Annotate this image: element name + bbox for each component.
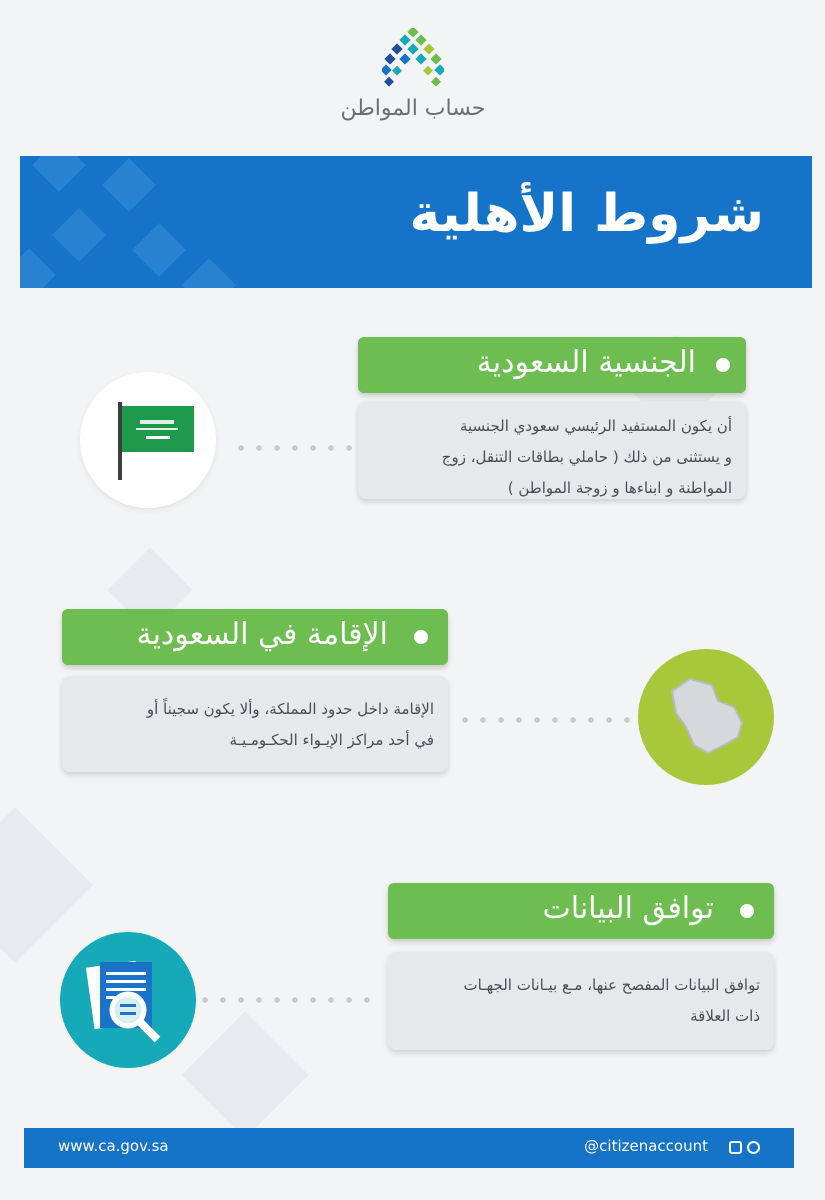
banner-diamond <box>52 208 106 262</box>
residence-icon-circle <box>638 649 774 785</box>
text-line: الإقامة داخل حدود المملكة، وألا يكون سجيناً أو <box>146 700 434 718</box>
dotted-connector <box>196 997 382 1003</box>
bullet-dot <box>740 904 754 918</box>
background-diamond <box>181 1011 308 1138</box>
nationality-icon-circle <box>80 372 216 508</box>
dotted-connector <box>456 717 638 723</box>
document-search-icon <box>60 932 196 1068</box>
data-consistency-heading <box>388 883 774 939</box>
nationality-heading <box>358 337 746 393</box>
twitter-icon[interactable] <box>747 1141 760 1154</box>
saudi-flag-icon <box>80 372 216 508</box>
nationality-description <box>358 401 746 499</box>
text-line: أن يكون المستفيد الرئيسي سعودي الجنسية <box>459 417 732 435</box>
page-title: شروط الأهلية <box>409 184 764 244</box>
text-line: ذات العلاقة <box>690 1007 760 1025</box>
saudi-map-icon <box>638 649 774 785</box>
social-handle[interactable]: @citizenaccount <box>584 1137 708 1155</box>
dotted-connector <box>232 445 354 451</box>
data-consistency-description <box>388 952 774 1050</box>
banner-diamond <box>20 248 56 288</box>
residence-heading-text: الإقامة في السعودية <box>136 617 388 652</box>
banner-diamond <box>102 158 156 212</box>
text-line: في أحد مراكز الإيـواء الحكـومـيـة <box>229 731 434 749</box>
banner-diamond <box>32 156 86 192</box>
title-banner <box>20 156 812 288</box>
bullet-dot <box>716 358 730 372</box>
citizen-account-logo <box>340 28 486 124</box>
residence-description <box>62 676 448 772</box>
data-consistency-heading-text: توافق البيانات <box>542 891 714 926</box>
logo-text: حساب المواطن <box>340 96 486 121</box>
youtube-icon[interactable] <box>729 1141 742 1154</box>
text-line: المواطنة و ابناءها و زوجة المواطن ) <box>507 479 732 497</box>
website-link[interactable]: www.ca.gov.sa <box>58 1137 169 1155</box>
bullet-dot <box>414 630 428 644</box>
residence-heading <box>62 609 448 665</box>
banner-diamond <box>132 223 186 277</box>
banner-diamond <box>182 258 236 288</box>
text-line: و يستثنى من ذلك ( حاملي بطاقات التنقل، زوج <box>441 448 732 466</box>
text-line: توافق البيانات المفصح عنها، مـع بيـانات الجهـات <box>463 976 760 994</box>
footer-bar <box>24 1128 794 1168</box>
logo-mark-icon <box>382 28 444 88</box>
nationality-heading-text: الجنسية السعودية <box>476 345 696 380</box>
data-icon-circle <box>60 932 196 1068</box>
